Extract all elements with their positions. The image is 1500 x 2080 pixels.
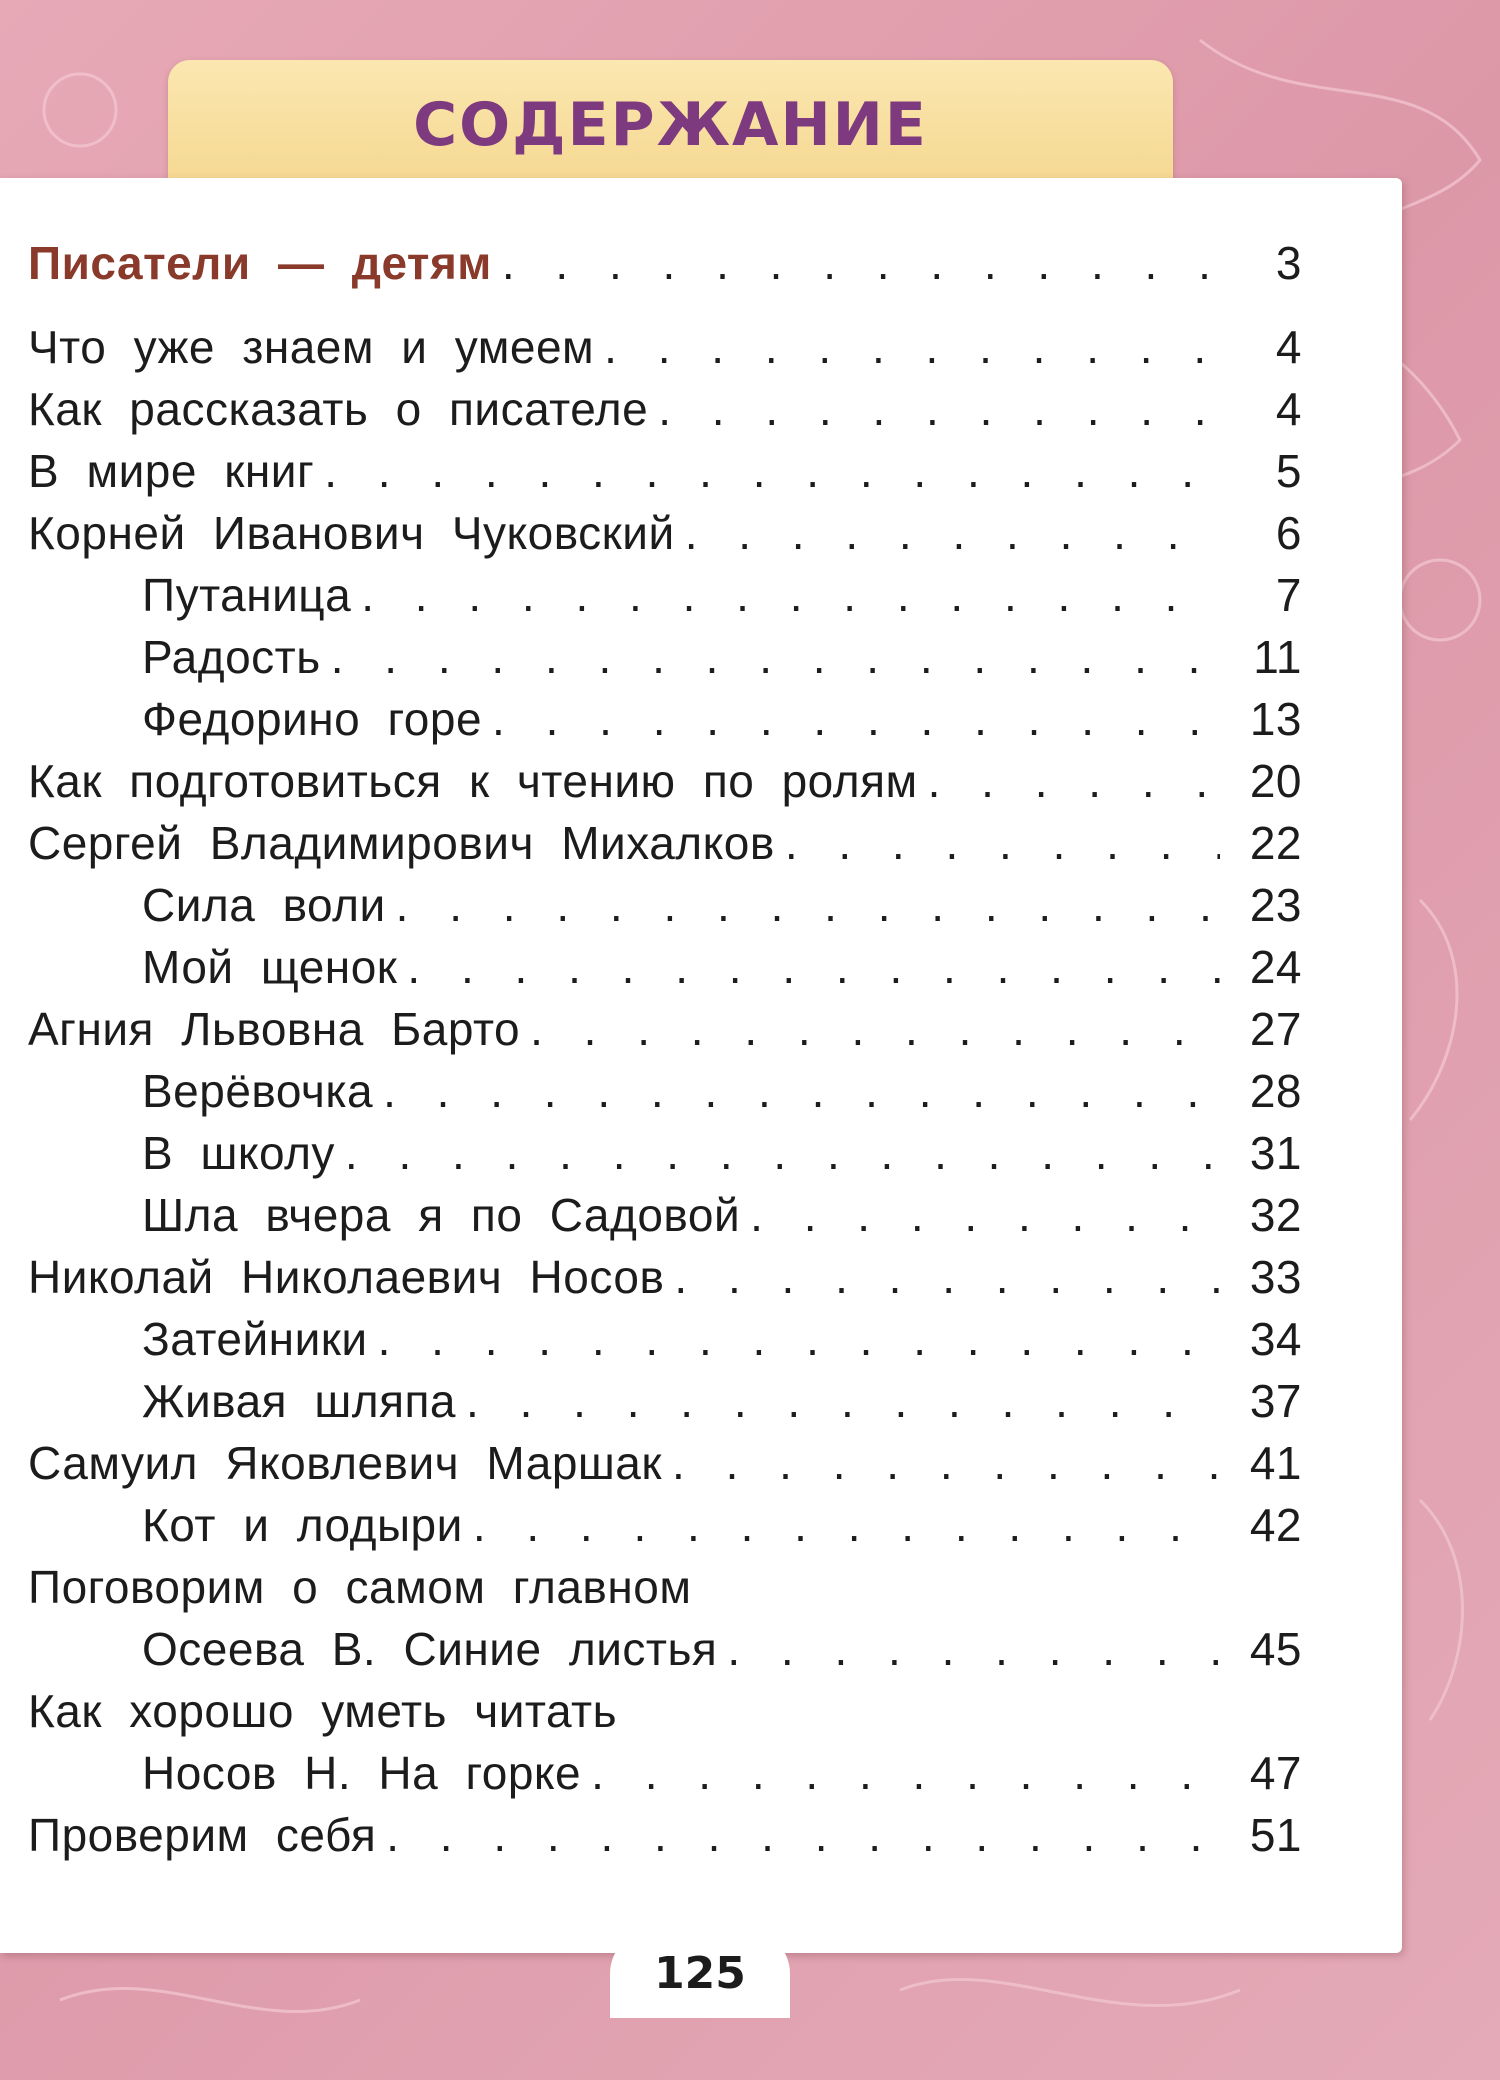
toc-leader-dots	[345, 1126, 1220, 1180]
toc-entry-title: Сергей Владимирович Михалков	[28, 817, 775, 869]
toc-leader-dots	[750, 1188, 1220, 1242]
toc-entry[interactable]	[28, 236, 1302, 320]
toc-entry[interactable]	[28, 878, 1302, 940]
toc-entry[interactable]	[28, 1002, 1302, 1064]
toc-entry[interactable]	[28, 320, 1302, 382]
contents-panel	[0, 178, 1402, 1953]
toc-entry[interactable]	[28, 816, 1302, 878]
toc-leader-dots	[658, 382, 1220, 436]
toc-entry-page: 7	[1275, 569, 1302, 621]
toc-entry[interactable]	[28, 444, 1302, 506]
toc-entry[interactable]	[28, 1684, 1302, 1746]
toc-entry-page: 5	[1275, 445, 1302, 497]
toc-entry-title: Николай Николаевич Носов	[28, 1251, 665, 1303]
page-number: 125	[654, 1948, 746, 1999]
toc-entry-title: Как подготовиться к чтению по ролям	[28, 755, 918, 807]
toc-leader-dots	[492, 692, 1220, 746]
toc-entry[interactable]	[28, 1746, 1302, 1808]
toc-entry-title: Что уже знаем и умеем	[28, 321, 595, 373]
toc-leader-dots	[928, 754, 1220, 808]
toc-entry-page: 22	[1249, 817, 1302, 869]
toc-entry-title: Корней Иванович Чуковский	[28, 507, 675, 559]
toc-entry-page: 51	[1249, 1809, 1302, 1861]
toc-entry-title: Агния Львовна Барто	[28, 1003, 521, 1055]
toc-entry-page: 47	[1249, 1747, 1302, 1799]
toc-entry[interactable]	[28, 1374, 1302, 1436]
table-of-contents	[28, 236, 1302, 1870]
toc-leader-dots	[785, 816, 1220, 870]
toc-entry-page: 45	[1249, 1623, 1302, 1675]
toc-leader-dots	[674, 1250, 1220, 1304]
toc-entry-title: Путаница	[142, 569, 352, 621]
toc-entry-page: 11	[1253, 631, 1302, 683]
toc-entry[interactable]	[28, 382, 1302, 444]
toc-entry-title: Как рассказать о писателе	[28, 383, 649, 435]
toc-entry-title: Поговорим о самом главном	[28, 1561, 692, 1613]
toc-entry-page: 4	[1275, 383, 1302, 435]
toc-entry-title: В школу	[142, 1127, 335, 1179]
toc-entry[interactable]	[28, 568, 1302, 630]
toc-entry-page: 4	[1275, 321, 1302, 373]
toc-entry[interactable]	[28, 940, 1302, 1002]
toc-entry[interactable]	[28, 630, 1302, 692]
toc-entry-title: Осеева В. Синие листья	[142, 1623, 718, 1675]
toc-entry[interactable]	[28, 1498, 1302, 1560]
toc-entry-page: 24	[1249, 941, 1302, 993]
toc-entry[interactable]	[28, 1622, 1302, 1684]
toc-leader-dots	[466, 1374, 1220, 1428]
toc-leader-dots	[386, 1808, 1220, 1862]
toc-entry-page: 33	[1249, 1251, 1302, 1303]
toc-entry-title: Проверим себя	[28, 1809, 377, 1861]
toc-entry-title: В мире книг	[28, 445, 315, 497]
toc-entry-title: Мой щенок	[142, 941, 398, 993]
toc-entry[interactable]	[28, 1064, 1302, 1126]
toc-entry-title: Верёвочка	[142, 1065, 374, 1117]
toc-entry[interactable]	[28, 1126, 1302, 1188]
toc-entry[interactable]	[28, 754, 1302, 816]
toc-leader-dots	[331, 630, 1220, 684]
toc-leader-dots	[685, 506, 1220, 560]
toc-entry-title: Сила воли	[142, 879, 386, 931]
toc-entry-title: Шла вчера я по Садовой	[142, 1189, 741, 1241]
toc-leader-dots	[361, 568, 1220, 622]
toc-leader-dots	[378, 1312, 1220, 1366]
toc-entry[interactable]	[28, 1250, 1302, 1312]
toc-entry[interactable]	[28, 1560, 1302, 1622]
toc-entry-page: 41	[1249, 1437, 1302, 1489]
toc-entry-page: 6	[1275, 507, 1302, 559]
toc-entry-title: Писатели — детям	[28, 237, 492, 289]
toc-leader-dots	[473, 1498, 1220, 1552]
page-title: СОДЕРЖАНИЕ	[413, 90, 928, 160]
toc-entry-title: Кот и лодыри	[142, 1499, 463, 1551]
toc-entry-title: Радость	[142, 631, 321, 683]
toc-entry-page: 37	[1249, 1375, 1302, 1427]
toc-entry-page: 3	[1275, 237, 1302, 289]
toc-entry-page: 32	[1249, 1189, 1302, 1241]
toc-entry[interactable]	[28, 1312, 1302, 1374]
toc-entry-page: 13	[1249, 693, 1302, 745]
toc-entry-page: 27	[1249, 1003, 1302, 1055]
toc-entry-title: Носов Н. На горке	[142, 1747, 582, 1799]
toc-leader-dots	[591, 1746, 1220, 1800]
toc-entry[interactable]	[28, 1436, 1302, 1498]
toc-leader-dots	[396, 878, 1220, 932]
toc-leader-dots	[383, 1064, 1220, 1118]
toc-leader-dots	[502, 236, 1220, 290]
toc-entry[interactable]	[28, 1188, 1302, 1250]
toc-entry-title: Федорино горе	[142, 693, 483, 745]
toc-entry-page: 23	[1249, 879, 1302, 931]
toc-entry-page: 20	[1249, 755, 1302, 807]
toc-leader-dots	[407, 940, 1220, 994]
toc-entry-title: Затейники	[142, 1313, 368, 1365]
toc-leader-dots	[530, 1002, 1220, 1056]
toc-entry-page: 31	[1249, 1127, 1302, 1179]
toc-leader-dots	[324, 444, 1220, 498]
toc-entry-title: Как хорошо уметь читать	[28, 1685, 618, 1737]
toc-leader-dots	[604, 320, 1220, 374]
toc-entry-page: 34	[1249, 1313, 1302, 1365]
toc-leader-dots	[727, 1622, 1220, 1676]
toc-entry-title: Самуил Яковлевич Маршак	[28, 1437, 663, 1489]
toc-entry-page: 42	[1249, 1499, 1302, 1551]
toc-entry-page: 28	[1249, 1065, 1302, 1117]
page-number-tab	[610, 1928, 790, 2018]
toc-entry[interactable]	[28, 692, 1302, 754]
toc-entry-title: Живая шляпа	[142, 1375, 457, 1427]
toc-entry[interactable]	[28, 1808, 1302, 1870]
toc-entry[interactable]	[28, 506, 1302, 568]
toc-leader-dots	[672, 1436, 1220, 1490]
